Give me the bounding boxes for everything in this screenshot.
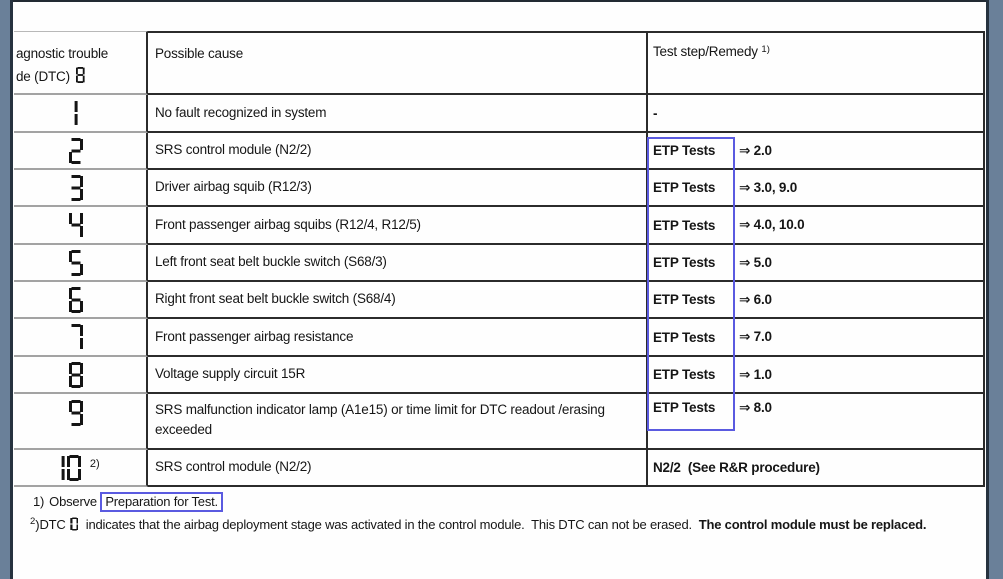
etp-tests-link-label[interactable]: ETP Tests <box>653 400 716 415</box>
seven-segment-digit-icon <box>68 400 84 426</box>
etp-tests-link-label[interactable]: ETP Tests <box>653 143 716 158</box>
remedy-steps: ⇒ 1.0 <box>739 366 772 382</box>
seven-segment-digit-icon <box>68 362 84 388</box>
preparation-for-test-link[interactable]: Preparation for Test. <box>100 492 223 512</box>
remedy-steps: ⇒ 4.0, 10.0 <box>739 217 805 232</box>
dtc-code-cell <box>14 282 148 319</box>
possible-cause-cell: Front passenger airbag squibs (R12/4, R12/5) <box>148 207 648 245</box>
footnote-2-bold-text: The control module must be replaced. <box>698 517 927 533</box>
possible-cause-cell: Right front seat belt buckle switch (S68/4) <box>148 282 648 319</box>
possible-cause-cell: Driver airbag squib (R12/3) <box>148 170 648 207</box>
seven-segment-digit-icon <box>68 324 84 350</box>
possible-cause-cell: Left front seat belt buckle switch (S68/3) <box>148 245 648 282</box>
table-body <box>14 95 985 487</box>
remedy-steps: ⇒ 8.0 <box>739 400 772 415</box>
etp-tests-link-label[interactable]: ETP Tests <box>653 367 716 382</box>
remedy-steps: - <box>653 105 658 121</box>
seven-segment-digit-icon <box>68 250 84 276</box>
remedy-steps: ⇒ 5.0 <box>739 254 772 270</box>
table-row <box>14 394 985 450</box>
header-dtc-line2: de (DTC) <box>16 68 70 84</box>
possible-cause-cell: Voltage supply circuit 15R <box>148 357 648 394</box>
etp-tests-link-label[interactable]: ETP Tests <box>653 329 716 345</box>
header-test-step-remedy: Test step/Remedy 1) <box>648 31 985 95</box>
table-row <box>14 207 985 245</box>
remedy-steps: N2/2 (See R&R procedure) <box>653 460 820 475</box>
top-edge-line <box>0 0 1003 2</box>
remedy-steps: ⇒ 2.0 <box>739 142 772 158</box>
seven-segment-digit-icon <box>68 138 84 164</box>
etp-tests-link-label[interactable]: ETP Tests <box>653 292 716 307</box>
footnote-2 <box>30 516 926 532</box>
etp-tests-link-label[interactable]: ETP Tests <box>653 180 716 195</box>
dtc-code-cell <box>14 95 148 133</box>
dtc-code-cell <box>14 319 148 357</box>
seven-segment-digit-icon <box>68 287 84 313</box>
possible-cause-cell: SRS control module (N2/2) <box>148 450 648 487</box>
table-row <box>14 319 985 357</box>
dtc-code-cell <box>14 394 148 450</box>
remedy-cell <box>648 450 985 487</box>
header-dtc-code <box>14 31 148 95</box>
right-frame-edge <box>986 0 989 579</box>
dtc-footnote-ref: 2) <box>89 457 100 470</box>
seven-segment-digit-icon <box>68 212 84 238</box>
table-row <box>14 450 985 487</box>
left-frame-band <box>0 0 10 579</box>
remedy-cell <box>648 95 985 133</box>
dtc-code-cell <box>14 245 148 282</box>
remedy-steps: ⇒ 7.0 <box>739 329 772 344</box>
footnote-1-text: Observe <box>49 494 97 509</box>
footnote-1-marker: 1) <box>33 494 45 509</box>
possible-cause-cell: SRS malfunction indicator lamp (A1e15) or time limit for DTC readout /erasing exceeded <box>148 394 648 450</box>
footnote-ref-1: 1) <box>761 44 770 55</box>
dtc-code-cell <box>14 357 148 394</box>
header-dtc-line1: agnostic trouble <box>16 46 109 61</box>
dtc-code-cell <box>14 133 148 170</box>
footnote-2-text: indicates that the airbag deployment stage was activated in the control module. This DTC can not be erased. <box>82 517 699 533</box>
seven-segment-digit-icon <box>73 100 79 126</box>
dtc-code-cell <box>14 450 148 487</box>
dtc-table <box>14 31 985 487</box>
footnote-1 <box>33 492 223 512</box>
header-possible-cause: Possible cause <box>148 31 648 95</box>
table-row <box>14 95 985 133</box>
dtc-code-cell <box>14 170 148 207</box>
table-header-row <box>14 31 985 95</box>
possible-cause-cell: No fault recognized in system <box>148 95 648 133</box>
left-frame-edge <box>10 0 13 579</box>
seven-segment-digit-icon <box>60 455 82 481</box>
dtc-code-cell <box>14 207 148 245</box>
table-row <box>14 245 985 282</box>
table-row <box>14 282 985 319</box>
etp-tests-link-label[interactable]: ETP Tests <box>653 217 716 233</box>
seven-segment-digit-icon <box>68 175 84 201</box>
footnote-2-text-before: DTC <box>39 517 66 533</box>
table-row <box>14 357 985 394</box>
right-frame-band <box>989 0 1003 579</box>
remedy-steps: ⇒ 6.0 <box>739 291 772 307</box>
table-row <box>14 170 985 207</box>
remedy-steps: ⇒ 3.0, 9.0 <box>739 179 798 195</box>
etp-tests-link-label[interactable]: ETP Tests <box>653 255 716 270</box>
seven-segment-digit-icon <box>76 67 85 83</box>
etp-tests-link-annotation-box[interactable] <box>647 137 735 431</box>
possible-cause-cell: Front passenger airbag resistance <box>148 319 648 357</box>
seven-segment-digit-icon <box>70 518 79 531</box>
possible-cause-cell: SRS control module (N2/2) <box>148 133 648 170</box>
table-row <box>14 133 985 170</box>
footnote-2-marker: $^2$) <box>30 516 40 533</box>
